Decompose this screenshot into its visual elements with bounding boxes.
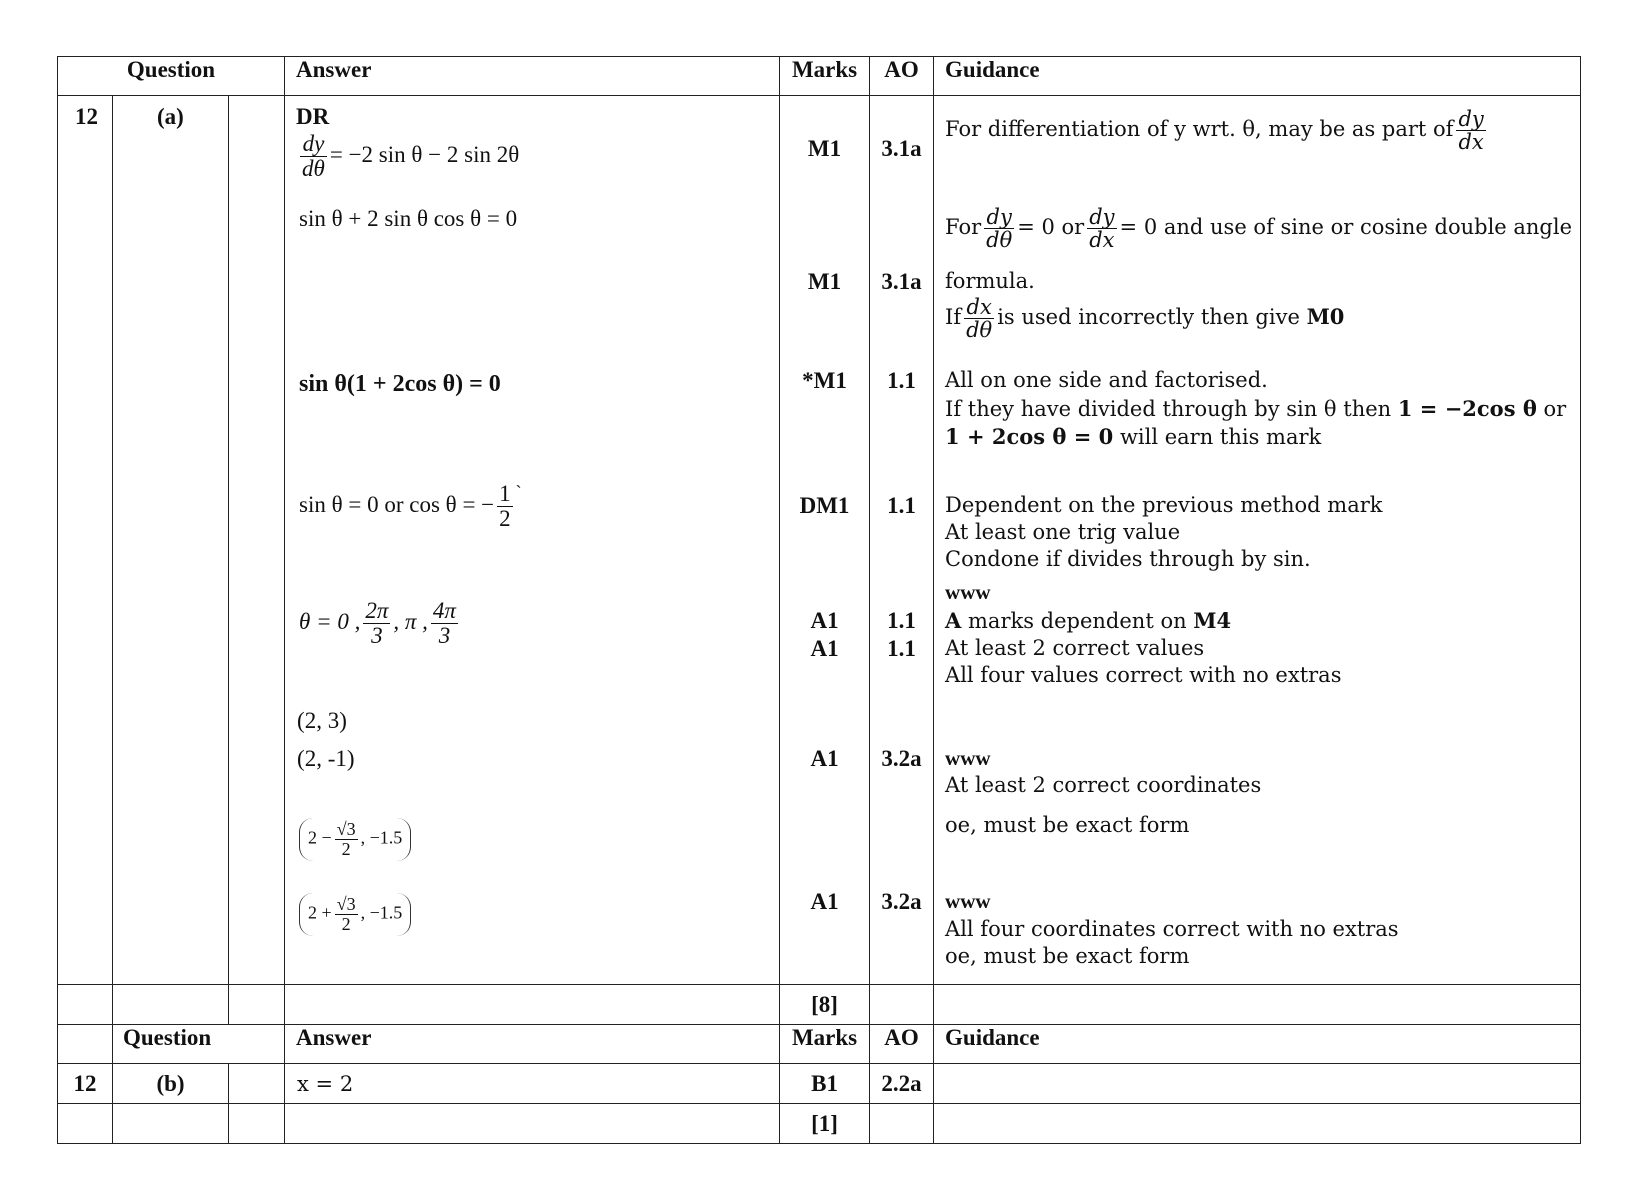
guidance-2 [945, 206, 1572, 251]
coord4-denominator: 2 [341, 913, 351, 934]
ao-cell [870, 96, 934, 985]
answer-factorised: sin θ(1 + 2cos θ) = 0 [299, 371, 501, 397]
part-b-part: (b) [113, 1064, 229, 1104]
dtheta-denominator: dθ [302, 156, 325, 182]
guidance-4-line2: At least one trig value [945, 520, 1181, 544]
guidance-5-www: www [945, 580, 991, 604]
ao-2: 3.1a [881, 269, 922, 294]
guidance-5-mid: marks dependent on [968, 609, 1187, 633]
coord4-tail: , −1.5 [360, 902, 403, 923]
guidance-5-m4: M4 [1193, 608, 1232, 633]
guidance-2-m0: M0 [1306, 304, 1345, 330]
header-row-2 [58, 1025, 1581, 1064]
guidance-3-or: or [1543, 397, 1567, 421]
question-number: 12 [75, 104, 98, 129]
header-answer-2: Answer [285, 1025, 780, 1064]
guidance-2-formula: formula. [945, 269, 1035, 293]
guidance-2-num3: dx [964, 296, 994, 319]
answer-trig-values [299, 482, 522, 531]
part-b-total-row [58, 1104, 1581, 1144]
header-question-2: Question [113, 1025, 285, 1064]
ao-8: 3.2a [881, 889, 922, 914]
part-b-answer: x = 2 [285, 1064, 780, 1104]
part-b-ao: 2.2a [870, 1064, 934, 1104]
header-row [58, 57, 1581, 96]
header-marks: Marks [780, 57, 870, 96]
ao-1: 3.1a [881, 136, 922, 161]
coordinate-4 [299, 893, 411, 936]
four-pi-denominator: 3 [438, 623, 451, 649]
guidance-7-line2: oe, must be exact form [945, 944, 1190, 968]
header-answer: Answer [285, 57, 780, 96]
guidance-1 [945, 108, 1489, 153]
guidance-2-mid: = 0 or [1017, 215, 1085, 240]
ao-6: 1.1 [887, 636, 916, 661]
part-b-row [58, 1064, 1581, 1104]
coordinate-1: (2, 3) [297, 708, 347, 733]
coordinate-3 [299, 818, 411, 861]
theta-zero: θ = 0 , [299, 608, 361, 634]
guidance-5-line3: All four values correct with no extras [945, 663, 1342, 687]
guidance-3-line1: All on one side and factorised. [945, 368, 1268, 392]
mark-7: A1 [810, 746, 839, 771]
guidance-2-for: For [945, 215, 982, 240]
part-a-total: [8] [780, 985, 870, 1025]
guidance-6-line2: oe, must be exact form [945, 813, 1190, 837]
mark-8: A1 [810, 889, 839, 914]
guidance-3-line3 [945, 424, 1321, 449]
dr-label: DR [296, 104, 330, 129]
guidance-2-if-label: If [945, 305, 962, 330]
theta-pi: , π , [393, 608, 428, 634]
guidance-2-den3: dθ [966, 318, 993, 343]
header-ao: AO [870, 57, 934, 96]
header-question: Question [58, 57, 285, 96]
coord4-numerator: √3 [336, 894, 356, 914]
guidance-2-num1: dy [984, 206, 1014, 229]
guidance-3-tail: will earn this mark [1119, 425, 1322, 449]
guidance-6-line1: At least 2 correct coordinates [945, 773, 1262, 797]
guidance-1-den: dx [1458, 130, 1484, 155]
ao-4: 1.1 [887, 493, 916, 518]
guidance-7-www: www [945, 889, 991, 913]
coord3-lead: 2 − [308, 827, 332, 848]
guidance-2-den1: dθ [986, 228, 1013, 253]
stray-mark: ` [515, 482, 522, 502]
dy-numerator: dy [300, 132, 327, 157]
guidance-3-bold1: 1 = −2cos θ [1397, 396, 1537, 421]
guidance-2-if-tail: is used incorrectly then give [997, 305, 1300, 330]
guidance-7-line1: All four coordinates correct with no extras [945, 917, 1399, 941]
ao-5: 1.1 [887, 608, 916, 633]
mark-4: DM1 [799, 493, 850, 518]
guidance-5-a: A [945, 608, 962, 633]
mark-1: M1 [807, 136, 842, 161]
guidance-3-line2 [945, 396, 1566, 421]
part-b-total: [1] [780, 1104, 870, 1144]
guidance-3-bold2: 1 + 2cos θ = 0 [945, 424, 1114, 449]
question-part-cell [113, 96, 229, 985]
two-pi-numerator: 2π [365, 598, 389, 623]
guidance-4-line3: Condone if divides through by sin. [945, 547, 1311, 571]
guidance-2-num2: dy [1089, 205, 1115, 229]
part-b-question-number: 12 [58, 1064, 113, 1104]
header-ao-2: AO [870, 1025, 934, 1064]
coord3-tail: , −1.5 [360, 827, 403, 848]
two-pi-denominator: 3 [371, 623, 383, 649]
guidance-1-num: dy [1458, 107, 1484, 131]
marks-cell [780, 96, 870, 985]
question-part: (a) [157, 104, 184, 129]
ao-7: 3.2a [881, 746, 922, 771]
guidance-5-line2: At least 2 correct values [945, 636, 1205, 660]
empty-cell [229, 96, 285, 985]
guidance-cell [934, 96, 1581, 985]
coord4-lead: 2 + [308, 902, 332, 923]
ao-3: 1.1 [887, 368, 916, 393]
guidance-3-line2-text: If they have divided through by sin θ then [945, 397, 1392, 421]
half-denominator: 2 [499, 506, 511, 532]
answer-derivative-rhs: = −2 sin θ − 2 sin 2θ [329, 141, 520, 167]
half-numerator: 1 [499, 481, 511, 506]
header-guidance-2: Guidance [934, 1025, 1581, 1064]
answer-double-angle: sin θ + 2 sin θ cos θ = 0 [299, 206, 518, 231]
guidance-6-www: www [945, 746, 991, 770]
trig-values-text: sin θ = 0 or cos θ = − [299, 491, 495, 517]
question-number-cell [58, 96, 113, 985]
mark-5: A1 [810, 608, 839, 633]
guidance-5-line1 [945, 608, 1231, 633]
answer-cell [285, 96, 780, 985]
coord3-numerator: √3 [336, 819, 356, 839]
part-a-row [58, 96, 1581, 985]
guidance-2-if [945, 296, 1344, 341]
guidance-2-den2: dx [1089, 228, 1115, 253]
coord3-denominator: 2 [341, 838, 351, 859]
answer-derivative [297, 132, 519, 181]
mark-2: M1 [807, 269, 842, 294]
answer-theta-values [299, 599, 461, 648]
guidance-1-text: For differentiation of y wrt. θ, may be as part of [945, 117, 1454, 142]
mark-6: A1 [810, 636, 839, 661]
guidance-4-line1: Dependent on the previous method mark [945, 493, 1383, 517]
header-marks-2: Marks [780, 1025, 870, 1064]
part-a-total-row [58, 985, 1581, 1025]
part-b-mark: B1 [780, 1064, 870, 1104]
mark-scheme-table [57, 56, 1581, 1144]
mark-3: *M1 [802, 368, 847, 393]
coordinate-2: (2, -1) [297, 746, 355, 771]
header-guidance: Guidance [934, 57, 1581, 96]
four-pi-numerator: 4π [432, 598, 456, 623]
guidance-2-tail: = 0 and use of sine or cosine double angle [1119, 215, 1573, 240]
